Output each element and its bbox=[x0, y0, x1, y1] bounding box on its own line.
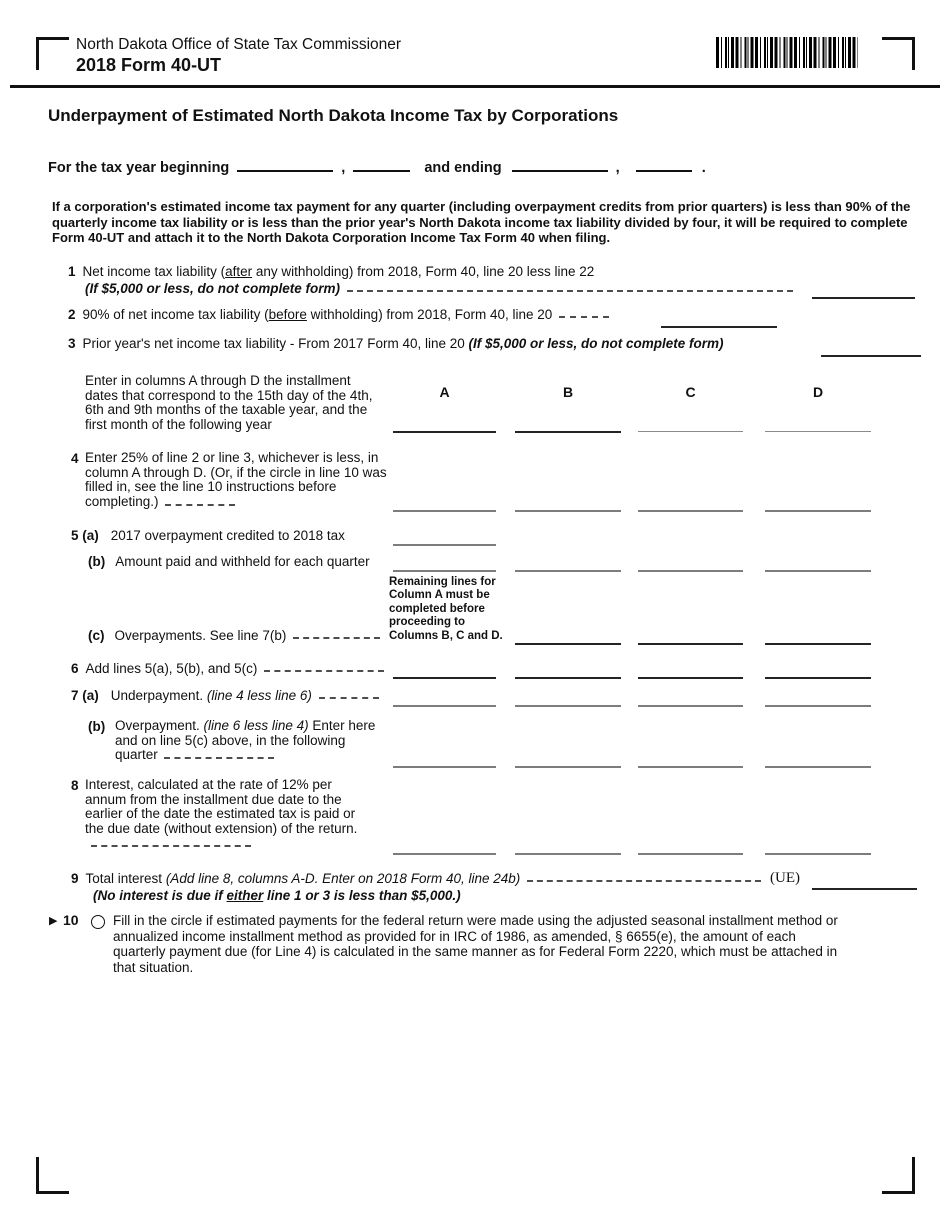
period: . bbox=[701, 160, 706, 176]
tax-year-end-date-blank[interactable] bbox=[512, 157, 608, 172]
line1-number: 1 bbox=[68, 264, 76, 279]
line5c-dash-leader bbox=[293, 637, 380, 639]
line1-text: Net income tax liability (after any withholding) from 2018, Form 40, line 20 less line 22 bbox=[82, 264, 595, 279]
line1-note: (If $5,000 or less, do not complete form) bbox=[85, 281, 341, 296]
line5b-colC-blank[interactable] bbox=[638, 570, 743, 572]
line7b-dash-leader bbox=[164, 754, 274, 759]
tax-year-begin-date-blank[interactable] bbox=[237, 157, 333, 172]
tax-year-row bbox=[48, 157, 706, 176]
line5c-colB-blank[interactable] bbox=[515, 643, 621, 645]
line3-row bbox=[68, 336, 724, 351]
line4-text: Enter 25% of line 2 or line 3, whichever is less, in column A through D. (Or, if the circle in line 10 was filled in, see the line 10 instructions before completing.) bbox=[85, 450, 387, 509]
line8-colC-blank[interactable] bbox=[638, 853, 743, 855]
header-rule bbox=[10, 85, 940, 88]
line6-colC-blank[interactable] bbox=[638, 677, 743, 679]
line9-ue-label: (UE) bbox=[770, 870, 800, 886]
line2-number: 2 bbox=[68, 307, 76, 322]
line9-row bbox=[71, 871, 765, 886]
line5a-text: 2017 overpayment credited to 2018 tax bbox=[110, 528, 345, 543]
line9-amount-blank[interactable] bbox=[812, 888, 917, 890]
line7a-colD-blank[interactable] bbox=[765, 705, 871, 707]
line1-note-row bbox=[85, 281, 797, 296]
installment-date-colD-blank[interactable] bbox=[765, 431, 871, 432]
line6-dash-leader bbox=[264, 670, 384, 672]
line5c-colD-blank[interactable] bbox=[765, 643, 871, 645]
line5b-colA-blank[interactable] bbox=[393, 570, 496, 572]
corner-bracket-top-left-icon bbox=[36, 37, 69, 70]
page-title: Underpayment of Estimated North Dakota Income Tax by Corporations bbox=[48, 106, 619, 125]
line7a-row bbox=[71, 688, 388, 703]
line7a-colB-blank[interactable] bbox=[515, 705, 621, 707]
tax-year-beginning-label: For the tax year beginning bbox=[48, 160, 230, 176]
line3-amount-blank[interactable] bbox=[821, 355, 921, 357]
line5c-colC-blank[interactable] bbox=[638, 643, 743, 645]
line5a-colA-blank[interactable] bbox=[393, 544, 496, 546]
intro-paragraph: If a corporation's estimated income tax payment for any quarter (including overpayment credits from prior quarters) is less than 90% of the quarterly income tax liability or is less than the prior year's North Dakota income tax liability divided by four, it will be required to complete Form 40-UT and attach it to the North Dakota Corporation Income Tax Form 40 when filing. bbox=[52, 199, 911, 246]
arrow-right-icon: ▶ bbox=[49, 915, 58, 927]
tax-year-ending-label: and ending bbox=[424, 160, 502, 176]
line5c-number: (c) bbox=[88, 628, 105, 643]
line7a-colA-blank[interactable] bbox=[393, 705, 496, 707]
line4-colD-blank[interactable] bbox=[765, 510, 871, 512]
comma: , bbox=[615, 160, 620, 176]
line4-colA-blank[interactable] bbox=[393, 510, 496, 512]
agency-name: North Dakota Office of State Tax Commissioner bbox=[76, 36, 402, 53]
line4-colB-blank[interactable] bbox=[515, 510, 621, 512]
installment-date-colA-blank[interactable] bbox=[393, 431, 496, 433]
line1-amount-blank[interactable] bbox=[812, 297, 915, 299]
line7a-colC-blank[interactable] bbox=[638, 705, 743, 707]
line6-colD-blank[interactable] bbox=[765, 677, 871, 679]
line7a-text: Underpayment. (line 4 less line 6) bbox=[110, 688, 312, 703]
line5c-text: Overpayments. See line 7(b) bbox=[114, 628, 287, 643]
line5b-text: Amount paid and withheld for each quarter bbox=[115, 554, 370, 569]
line6-colA-blank[interactable] bbox=[393, 677, 496, 679]
column-header-b: B bbox=[562, 384, 574, 400]
comma: , bbox=[341, 160, 346, 176]
installment-date-colB-blank[interactable] bbox=[515, 431, 621, 433]
tax-year-begin-year-blank[interactable] bbox=[353, 157, 410, 172]
line2-dash-leader bbox=[559, 316, 609, 318]
column-header-c: C bbox=[685, 384, 696, 400]
column-header-a: A bbox=[439, 384, 450, 400]
corner-bracket-top-right-icon bbox=[882, 37, 915, 70]
line9-number: 9 bbox=[71, 871, 79, 886]
line7a-number: 7 (a) bbox=[71, 688, 99, 703]
line1-dash-leader bbox=[347, 290, 793, 292]
line7b-colA-blank[interactable] bbox=[393, 766, 496, 768]
line7b-number: (b) bbox=[88, 719, 106, 734]
line8-text: Interest, calculated at the rate of 12% per annum from the installment due date to the earlier of the date the estimated tax is paid or the due date (without extension) of the return. bbox=[85, 778, 365, 851]
column-header-d: D bbox=[812, 384, 824, 400]
line8-colD-blank[interactable] bbox=[765, 853, 871, 855]
line2-row bbox=[68, 307, 658, 322]
line6-colB-blank[interactable] bbox=[515, 677, 621, 679]
line5a-number: 5 (a) bbox=[71, 528, 99, 543]
line8-dash-leader bbox=[91, 842, 251, 847]
line9-note: (No interest is due if either line 1 or 3 is less than $5,000.) bbox=[93, 888, 461, 903]
line4-dash-leader bbox=[165, 501, 235, 506]
line7b-colB-blank[interactable] bbox=[515, 766, 621, 768]
corner-bracket-bottom-left-icon bbox=[36, 1157, 69, 1194]
line4-number: 4 bbox=[71, 451, 79, 466]
line10-circle-checkbox[interactable] bbox=[91, 915, 105, 929]
line5b-colB-blank[interactable] bbox=[515, 570, 621, 572]
line2-text: 90% of net income tax liability (before withholding) from 2018, Form 40, line 20 bbox=[82, 307, 553, 322]
corner-bracket-bottom-right-icon bbox=[882, 1157, 915, 1194]
line8-colB-blank[interactable] bbox=[515, 853, 621, 855]
line9-text: Total interest (Add line 8, columns A-D. Enter on 2018 Form 40, line 24b) bbox=[85, 871, 521, 886]
column-instruction: Enter in columns A through D the installment dates that correspond to the 15th day of the 4th, 6th and 9th months of the taxable year, and the first month of the following year bbox=[85, 373, 373, 432]
line9-note-row bbox=[93, 888, 461, 903]
line7b-colC-blank[interactable] bbox=[638, 766, 743, 768]
tax-year-end-year-blank[interactable] bbox=[636, 157, 692, 172]
installment-date-colC-blank[interactable] bbox=[638, 431, 743, 432]
line1-row bbox=[68, 264, 594, 279]
line7b-text: Overpayment. (line 6 less line 4) Enter here and on line 5(c) above, in the following quarter bbox=[115, 718, 376, 763]
column-a-remaining-note: Remaining lines for Column A must be completed before proceeding to Columns B, C and D. bbox=[389, 576, 503, 642]
line5c-row bbox=[88, 628, 384, 643]
line5a-row bbox=[71, 528, 345, 543]
line10-number: 10 bbox=[63, 912, 79, 928]
line7a-dash-leader bbox=[319, 697, 379, 699]
line10-text: Fill in the circle if estimated payments for the federal return were made using the adjusted seasonal installment method or annualized income installment method as provided for in IRC of 1986, as amended, § 6655(e), the amount of each quarterly payment due (for Line 4) is calculated in the same manner as for Federal Form 2220, which must be attached in that situation. bbox=[113, 913, 838, 975]
line3-number: 3 bbox=[68, 336, 76, 351]
barcode-icon bbox=[716, 37, 858, 68]
line4-colC-blank[interactable] bbox=[638, 510, 743, 512]
line5b-colD-blank[interactable] bbox=[765, 570, 871, 572]
line5b-number: (b) bbox=[88, 554, 106, 569]
line5b-row bbox=[88, 554, 370, 569]
line7b-colD-blank[interactable] bbox=[765, 766, 871, 768]
line6-text: Add lines 5(a), 5(b), and 5(c) bbox=[85, 661, 258, 676]
line9-dash-leader bbox=[527, 880, 761, 882]
line6-row bbox=[71, 661, 388, 676]
line8-number: 8 bbox=[71, 778, 79, 793]
line2-amount-blank[interactable] bbox=[661, 326, 777, 328]
line6-number: 6 bbox=[71, 661, 79, 676]
form-number-title: 2018 Form 40-UT bbox=[76, 55, 222, 75]
line3-text: Prior year's net income tax liability - From 2017 Form 40, line 20 (If $5,000 or less, do not complete form) bbox=[82, 336, 724, 351]
line8-colA-blank[interactable] bbox=[393, 853, 496, 855]
